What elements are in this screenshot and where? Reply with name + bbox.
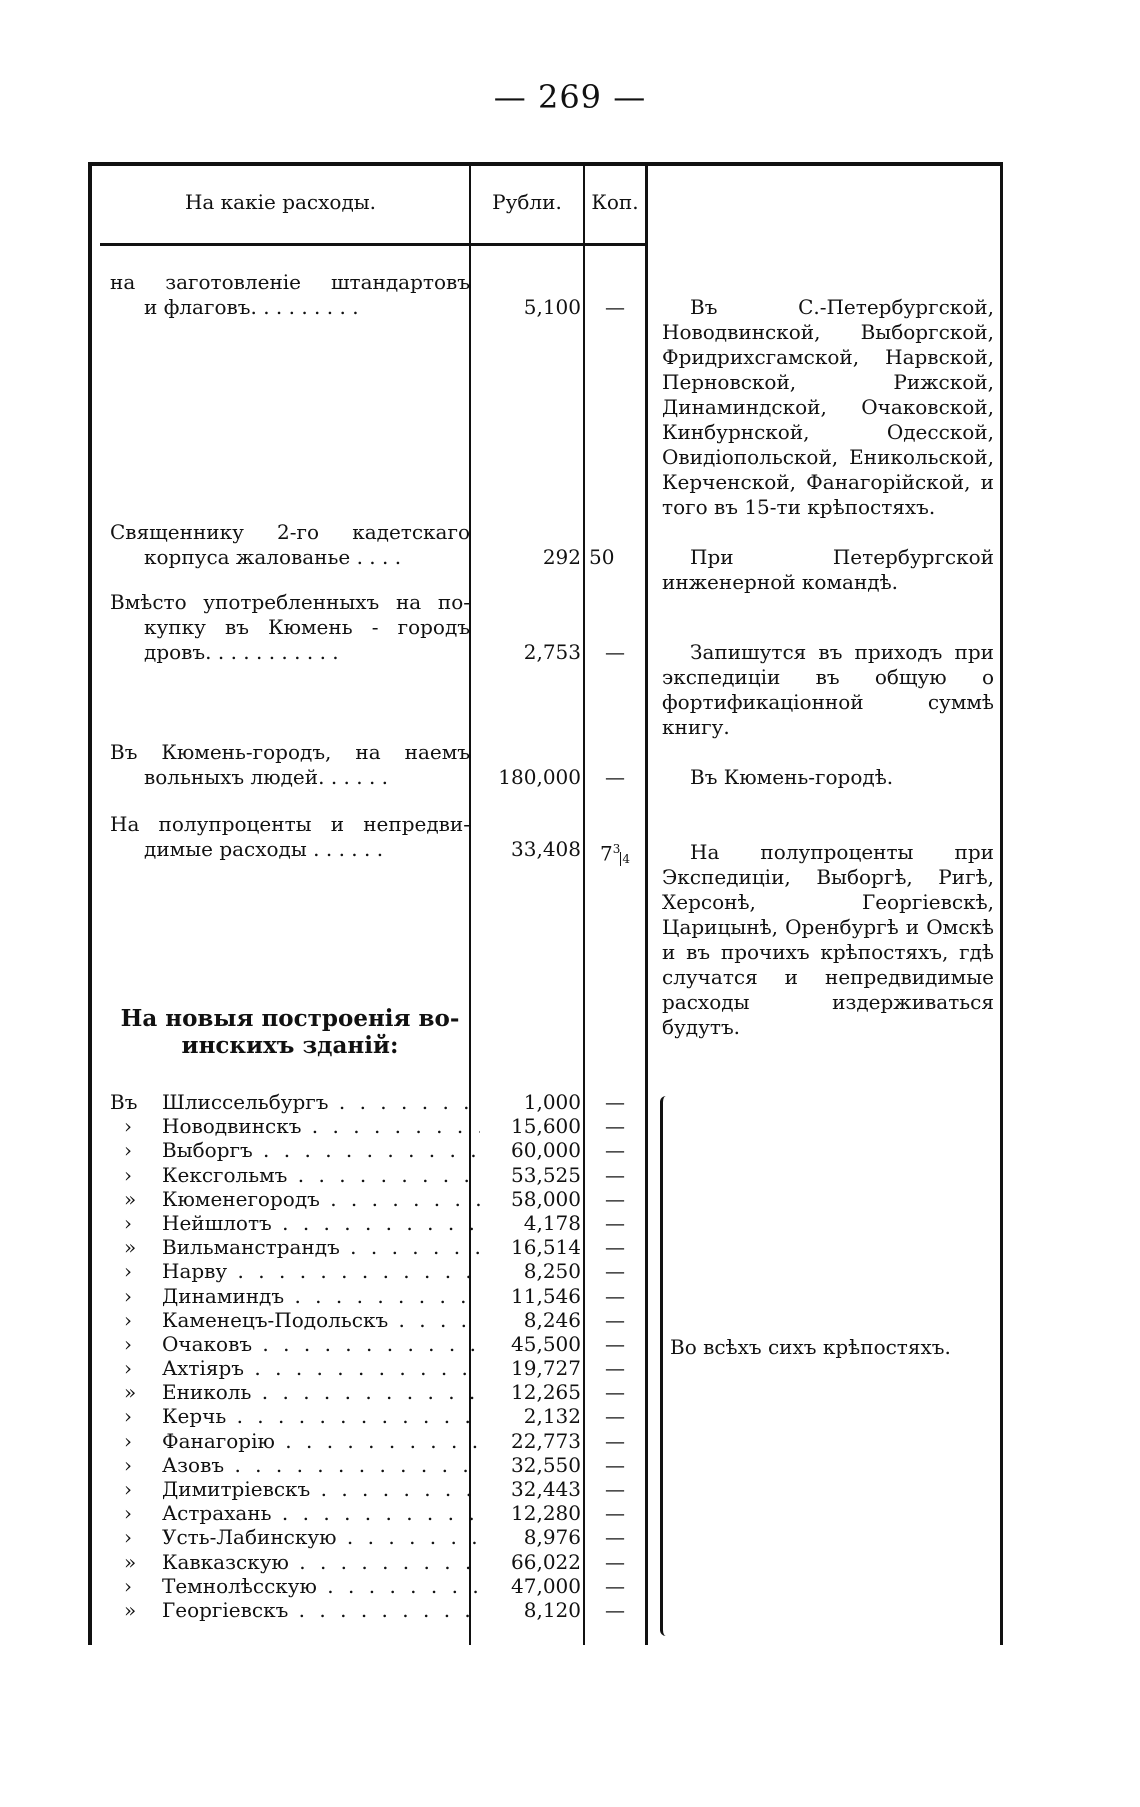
entry-standards <box>110 270 470 320</box>
table-row: » Кавказскую . . . 66,022 — <box>110 1550 650 1574</box>
table-top-rule <box>88 162 1002 166</box>
table-row: » Вильманстрандъ . . . 16,514 — <box>110 1235 650 1259</box>
entry-line: Вмѣсто употребленныхъ на по- <box>110 590 470 614</box>
entry-rubles: 33,408 <box>511 837 581 861</box>
entry-rubles: 5,100 <box>523 295 581 319</box>
table-row: › Очаковъ . . . 45,500 — <box>110 1332 650 1356</box>
entry-line: На полупроценты и непредви- <box>110 812 470 836</box>
entry-line: купку въ Кюмень - городъ <box>144 615 470 639</box>
table-row: › Нейшлотъ . . . 4,178 — <box>110 1211 650 1235</box>
table-row: › Новодвинскъ . . . 15,600 — <box>110 1114 650 1138</box>
table-right-border <box>1000 162 1003 1645</box>
table-row: › Кексгольмъ . . . 53,525 — <box>110 1163 650 1187</box>
entry-kopecks: — <box>605 295 625 319</box>
page-number: — 269 — <box>493 78 647 116</box>
entry-line: и флаговъ. . . . . . . . . <box>144 295 359 319</box>
table-row: › Нарву . . . 8,250 — <box>110 1259 650 1283</box>
table-row: » Кюменегородъ . . . 58,000 — <box>110 1187 650 1211</box>
table-row: › Темнолѣсскую . . . 47,000 — <box>110 1574 650 1598</box>
entry-line: вольныхъ людей. . . . . . <box>144 765 389 789</box>
entry-line: Въ Кюмень-городъ, на наемъ <box>110 740 470 764</box>
table-row: › Ахтіяръ . . . 19,727 — <box>110 1356 650 1380</box>
table-row: › Фанагорію . . . 22,773 — <box>110 1429 650 1453</box>
entry-kopecks: $7^34$ <box>599 841 630 866</box>
table-row: » Георгіевскъ . . . 8,120 — <box>110 1598 650 1622</box>
brace-icon <box>660 1096 669 1636</box>
entry-kopecks: 50 <box>589 545 615 569</box>
entry-rubles: 180,000 <box>498 765 581 789</box>
entry-kopecks: — <box>605 765 625 789</box>
entry-hired-workers <box>110 740 470 790</box>
table-row: › Усть-Лабинскую . . . 8,976 — <box>110 1525 650 1549</box>
entry-line: Священнику 2-го кадетскаго <box>110 520 470 544</box>
table-row: › Астрахань . . . 12,280 — <box>110 1501 650 1525</box>
section-heading: На новыя построенія во- инскихъ зданій: <box>120 1005 460 1059</box>
fortress-list <box>110 1090 650 1622</box>
entry-rubles: 292 <box>542 545 581 569</box>
header-bottom-rule <box>100 243 645 246</box>
table-row: › Каменецъ-Подольскъ . . . 8,246 — <box>110 1308 650 1332</box>
entry-half-interest <box>110 812 470 862</box>
table-row: › Динаминдъ . . . 11,546 — <box>110 1284 650 1308</box>
table-left-border <box>88 162 92 1645</box>
entry-line: димые расходы . . . . . . <box>144 837 384 861</box>
header-kopecks: Коп. <box>591 190 639 214</box>
entry-note: На полупроценты при Экспедиціи, Выборгѣ, Ригѣ, Херсонѣ, Георгіевскѣ, Царицынѣ, Оренбургѣ и Омскѣ и въ прочихъ крѣпостяхъ, гдѣ случатся и непредвидимые расходы издерживаться будутъ. <box>662 840 994 1039</box>
table-row: › Димитріевскъ . . . 32,443 — <box>110 1477 650 1501</box>
fortresses-note: Во всѣхъ сихъ крѣпостяхъ. <box>670 1335 951 1359</box>
entry-firewood <box>110 590 470 665</box>
table-row: Въ Шлиссельбургъ . . . 1,000 — <box>110 1090 650 1114</box>
entry-note: Въ Кюмень-городѣ. <box>690 765 894 789</box>
table-row: » Ениколь . . . 12,265 — <box>110 1380 650 1404</box>
entry-line: корпуса жалованье . . . . <box>144 545 402 569</box>
table-row: › Керчь . . . 2,132 — <box>110 1404 650 1428</box>
entry-note: При Петербургской инженерной командѣ. <box>662 545 994 594</box>
entry-line: на заготовленіе штандартовъ <box>110 270 470 294</box>
entry-kopecks: — <box>605 640 625 664</box>
entry-rubles: 2,753 <box>523 640 581 664</box>
table-row: › Азовъ . . . 32,550 — <box>110 1453 650 1477</box>
header-rubles: Рубли. <box>492 190 562 214</box>
table-row: › Выборгъ . . . 60,000 — <box>110 1138 650 1162</box>
entry-priest-salary <box>110 520 470 570</box>
entry-note: Запишутся въ приходъ при экспедиціи въ общую о фортификаціонной суммѣ книгу. <box>662 640 994 739</box>
header-expenses: На какіе расходы. <box>184 190 377 214</box>
entry-line: дровъ. . . . . . . . . . . <box>144 640 339 664</box>
entry-note: Въ С.-Петербургской, Новодвинской, Выборгской, Фридрихсгамской, Нарвской, Перновской, Рижской, Динаминдской, Очаковской, Кинбурнской, Одесской, Овидіопольской, Еникольской, Керченской, Фанагорійской, и того въ 15-ти крѣпостяхъ. <box>662 295 994 519</box>
